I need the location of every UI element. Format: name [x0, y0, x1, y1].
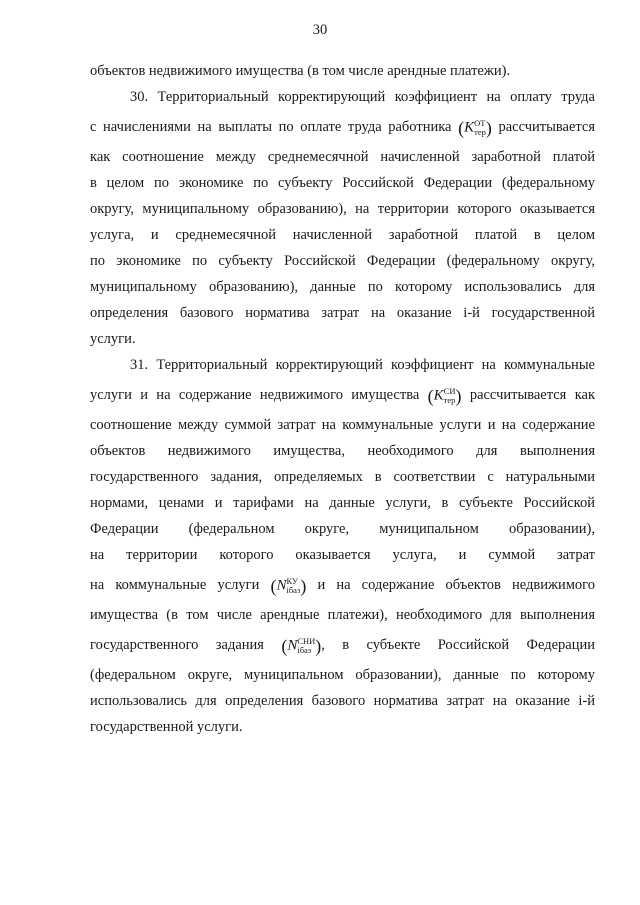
formula-superscript: КУ: [286, 575, 299, 586]
formula-symbol: K: [464, 119, 475, 136]
formula-n-sni-ibaz: [281, 637, 321, 655]
paragraph-31-start: 31. Территориальный корректирующий коэффициент на коммунальные: [130, 357, 595, 373]
text-fragment: , в субъекте Российской Федерации: [321, 637, 595, 653]
text-line: услуга, и среднемесячной начисленной заработной платой в целом: [90, 227, 595, 243]
formula-symbol: N: [276, 577, 287, 594]
formula-bracket: (: [427, 385, 434, 406]
text-line: услуги.: [90, 331, 136, 347]
text-line: объектов недвижимого имущества, необходимого для выполнения: [90, 443, 595, 459]
formula-subscript: тер: [443, 394, 456, 405]
formula-bracket: ): [485, 117, 492, 138]
text-line: (федеральном округе, муниципальном образовании), данные по которому: [90, 667, 595, 683]
formula-subscript: iбаз: [286, 584, 301, 595]
formula-bracket: ): [315, 635, 322, 656]
text-line: имущества (в том числе арендные платежи), необходимого для выполнения: [90, 607, 595, 623]
formula-n-ku-ibaz: [270, 577, 306, 595]
text-line: муниципальному образованию), данные по которому использовались для: [90, 279, 595, 295]
formula-bracket: ): [300, 575, 307, 596]
formula-bracket: (: [281, 635, 288, 656]
text-line: в целом по экономике по субъекту Российской Федерации (федеральному: [90, 175, 595, 191]
text-line: Федерации (федеральном округе, муниципальном образовании),: [90, 521, 595, 537]
text-line-with-formula: [90, 568, 595, 602]
text-fragment: рассчитывается: [498, 119, 596, 135]
formula-k-ot-ter: [458, 119, 492, 137]
text-line: определения базового норматива затрат на оказание і-й государственной: [90, 305, 595, 321]
formula-bracket: ): [455, 385, 462, 406]
text-fragment: государственного задания: [90, 637, 264, 653]
text-line-with-formula: [90, 110, 595, 144]
text-fragment: с начислениями на выплаты по оплате труда работника: [90, 119, 452, 135]
text-fragment: и на содержание объектов недвижимого: [317, 577, 596, 593]
formula-superscript: СИ: [443, 385, 456, 396]
text-fragment: услуги и на содержание недвижимого имущества: [90, 387, 420, 403]
text-line: соотношение между суммой затрат на коммунальные услуги и на содержание: [90, 417, 595, 433]
text-line: округу, муниципальному образованию), на территории которого оказывается: [90, 201, 595, 217]
formula-subscript: iбаз: [297, 644, 312, 655]
text-line: по экономике по субъекту Российской Федерации (федеральному округу,: [90, 253, 595, 269]
text-line-with-formula: [90, 628, 595, 662]
text-fragment: на коммунальные услуги: [90, 577, 260, 593]
formula-bracket: (: [458, 117, 465, 138]
document-body: [90, 58, 595, 740]
text-line: государственного задания, определяемых в соответствии с натуральными: [90, 469, 595, 485]
text-line: на территории которого оказывается услуга, и суммой затрат: [90, 547, 595, 563]
text-line: нормами, ценами и тарифами на данные услуги, в субъекте Российской: [90, 495, 595, 511]
text-line: использовались для определения базового норматива затрат на оказание і-й: [90, 693, 595, 709]
page-number: 30: [312, 22, 328, 38]
text-line-with-formula: [90, 378, 595, 412]
formula-bracket: (: [270, 575, 277, 596]
formula-symbol: K: [433, 387, 444, 404]
formula-symbol: N: [287, 637, 298, 654]
formula-k-si-ter: [428, 387, 462, 405]
text-line: как соотношение между среднемесячной начисленной заработной платой: [90, 149, 595, 165]
formula-superscript: СНИ: [297, 635, 316, 646]
formula-superscript: ОТ: [474, 117, 486, 128]
text-line: государственной услуги.: [90, 719, 243, 735]
text-line: объектов недвижимого имущества (в том числе арендные платежи).: [90, 63, 511, 79]
paragraph-30-start: 30. Территориальный корректирующий коэффициент на оплату труда: [130, 89, 595, 105]
formula-subscript: тер: [474, 126, 486, 137]
text-fragment: рассчитывается как: [469, 387, 595, 403]
